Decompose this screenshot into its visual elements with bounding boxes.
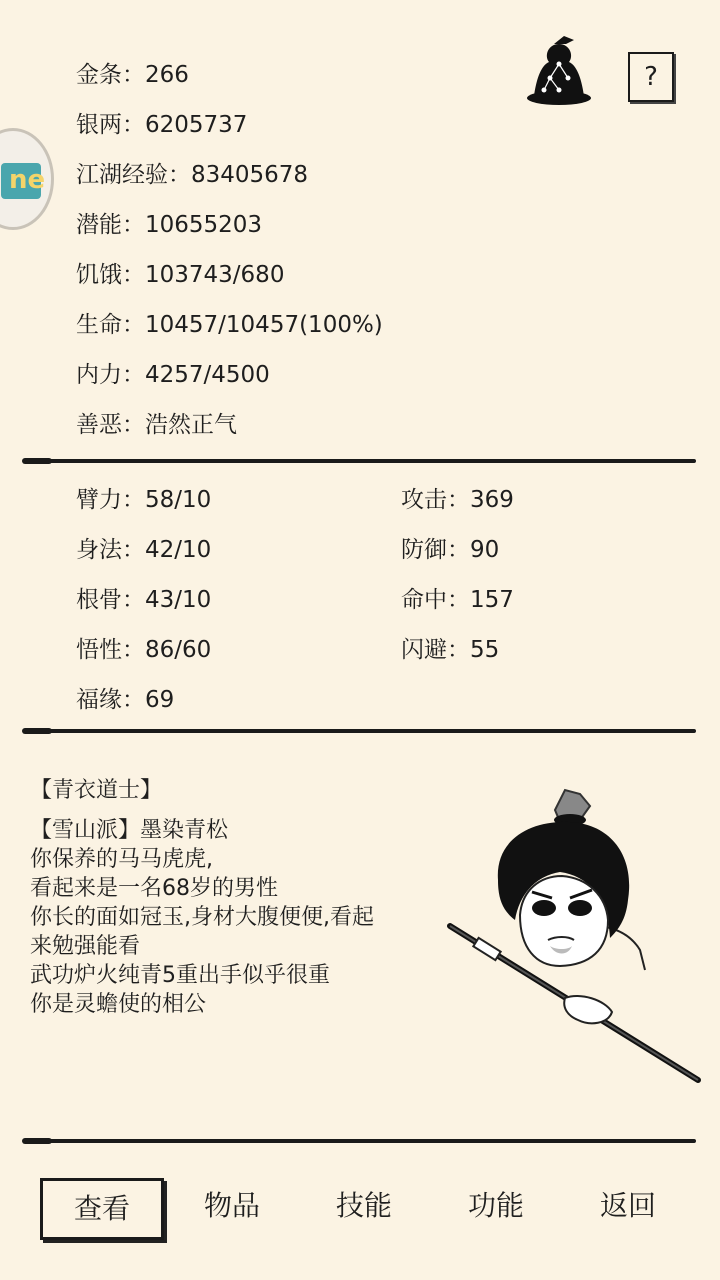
description-line: 你是灵蟾使的相公: [30, 992, 207, 1017]
stat-hunger: 饥饿：103743/680: [76, 262, 285, 288]
attr-defense: 防御：90: [401, 537, 500, 563]
stat-morality: 善恶：浩然正气: [76, 412, 237, 438]
description-line: 看起来是一名68岁的男性: [30, 876, 278, 901]
stat-experience: 江湖经验：83405678: [76, 162, 309, 188]
divider-top: [24, 459, 696, 463]
stat-internal-power: 内力：4257/4500: [76, 362, 270, 388]
badge-logo-icon: ne: [1, 163, 41, 199]
attr-accuracy: 命中：157: [401, 587, 514, 613]
attr-fortune: 福缘：69: [76, 687, 175, 713]
character-portrait: [440, 780, 710, 1090]
divider-bottom: [24, 1139, 696, 1143]
attr-constitution: 根骨：43/10: [76, 587, 212, 613]
description-line: 你长的面如冠玉,身材大腹便便,看起: [30, 905, 374, 930]
nav-view-button[interactable]: 查看: [40, 1178, 164, 1240]
stat-life: 生命：10457/10457(100%): [76, 312, 383, 338]
description-line: 武功炉火纯青5重出手似乎很重: [30, 963, 330, 988]
nav-back-button[interactable]: 返回: [599, 1189, 656, 1222]
nav-items-button[interactable]: 物品: [203, 1189, 260, 1222]
stat-potential: 潜能：10655203: [76, 212, 263, 238]
attr-attack: 攻击：369: [401, 487, 514, 513]
nav-skills-button[interactable]: 技能: [335, 1189, 392, 1222]
divider-middle: [24, 729, 696, 733]
description-line: 来勉强能看: [30, 934, 141, 959]
attr-agility: 身法：42/10: [76, 537, 212, 563]
attr-strength: 臂力：58/10: [76, 487, 212, 513]
stat-silver: 银两：6205737: [76, 112, 248, 138]
description-line: 你保养的马马虎虎,: [30, 847, 213, 872]
nav-functions-button[interactable]: 功能: [467, 1189, 524, 1222]
floating-app-badge[interactable]: [0, 128, 54, 230]
character-title: 【青衣道士】: [30, 778, 163, 803]
attr-dodge: 闪避：55: [401, 637, 500, 663]
character-sect: 【雪山派】墨染青松: [30, 818, 229, 843]
attr-comprehension: 悟性：86/60: [76, 637, 212, 663]
help-button[interactable]: ?: [628, 52, 674, 102]
stat-gold: 金条：266: [76, 62, 189, 88]
meditation-icon[interactable]: [524, 34, 594, 106]
